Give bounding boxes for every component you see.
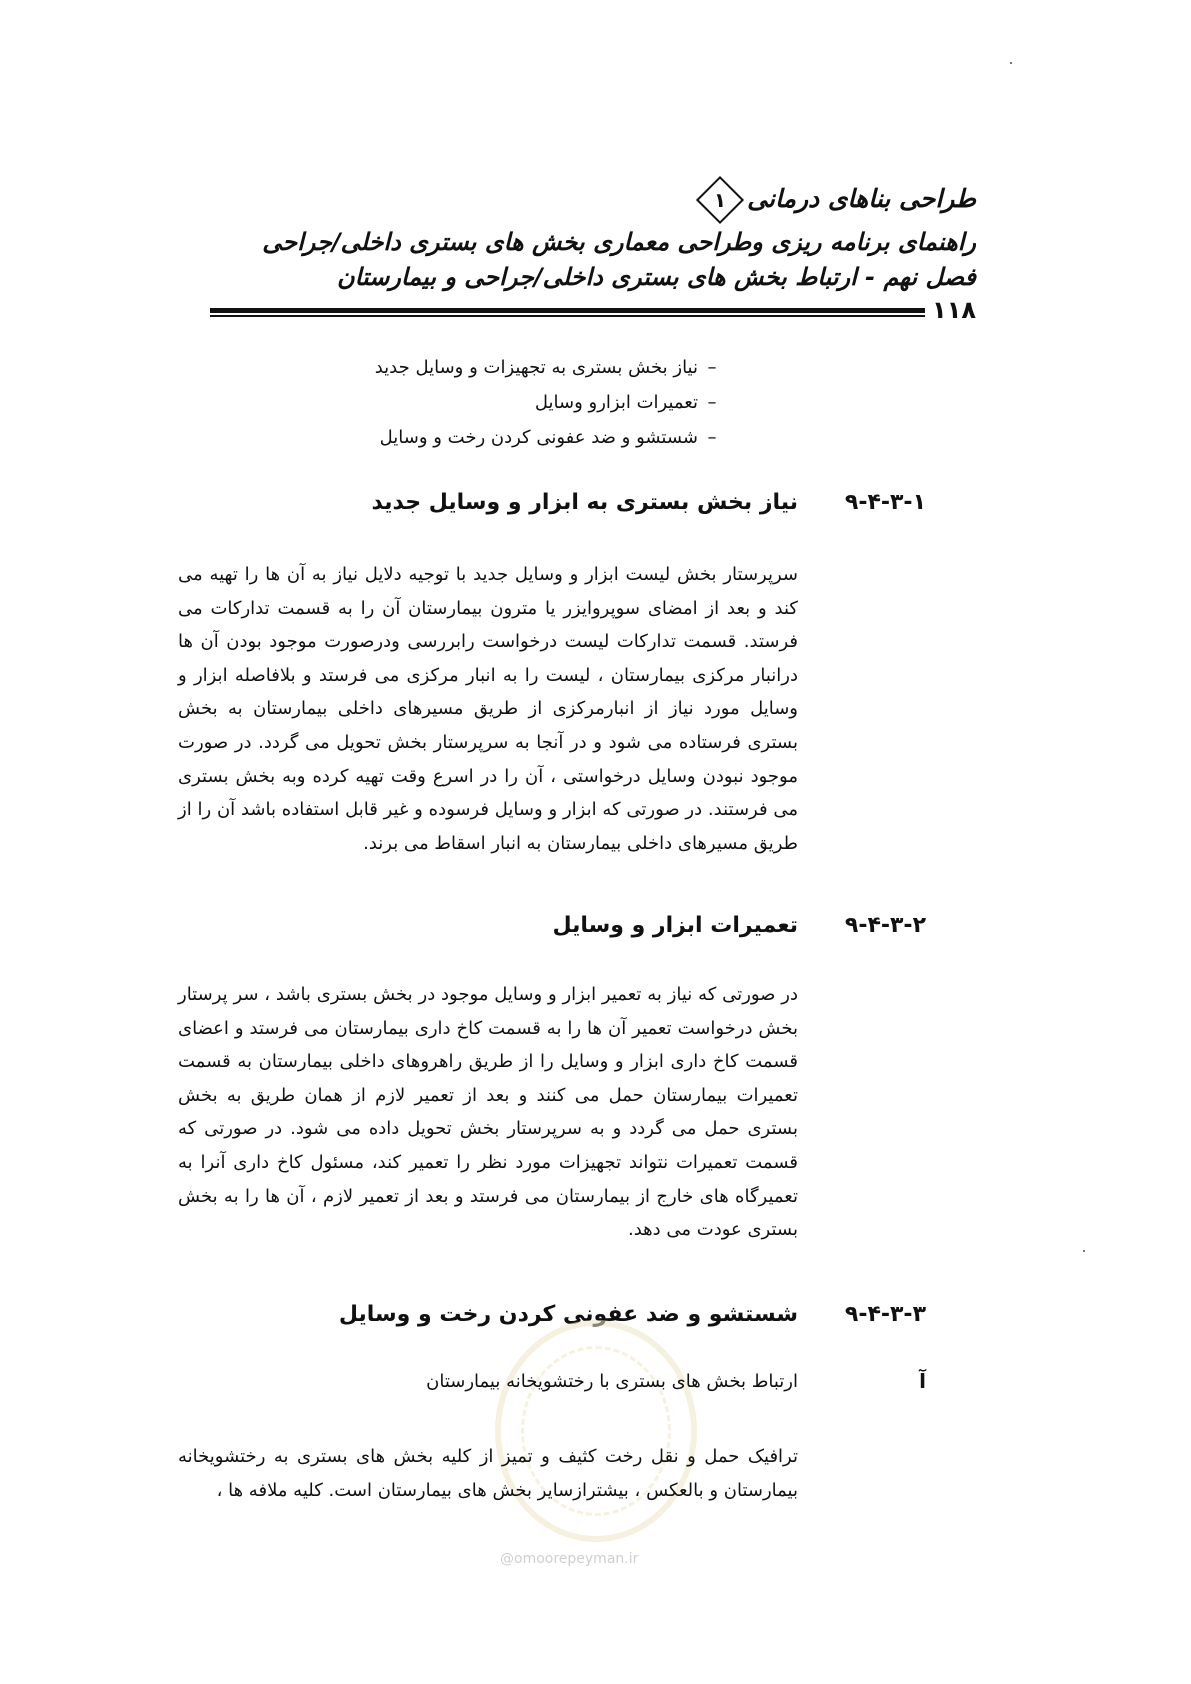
- book-title-line: [206, 183, 976, 217]
- bullet-item: –شستشو و ضد عفونی کردن رخت و وسایل: [206, 420, 726, 455]
- header-rule: [210, 308, 925, 318]
- bullet-dash: –: [707, 392, 717, 413]
- bullet-dash: –: [707, 357, 717, 378]
- subsection-heading: [206, 1369, 926, 1399]
- section-number: ۹-۴-۳-۱: [844, 490, 926, 515]
- book-number-diamond-icon: [696, 176, 744, 224]
- book-title: طراحی بناهای درمانی: [747, 184, 976, 213]
- chapter-title: فصل نهم - ارتباط بخش های بستری داخلی/جراحی و بیمارستان: [337, 263, 976, 291]
- scan-speck: [1083, 1250, 1085, 1252]
- watermark-site: @omoorepeyman.ir: [500, 1551, 639, 1567]
- section-1-paragraph: سرپرستار بخش لیست ابزار و وسایل جدید با توجیه دلایل نیاز به آن ها را تهیه می کند و بعد از امضای سوپروایزر یا مترون بیمارستان آن را به قسمت تدارکات می فرستد. قسمت تدارکات لیست درخواست رابررسی ودرصورت موجود بودن آن ها درانبار مرکزی بیمارستان ، لیست را به انبار مرکزی می فرستد و بلافاصله ابزار و وسایل مورد نیاز از انبارمرکزی از طریق مسیرهای داخلی بیمارستان به بخش بستری فرستاده می شود و در آنجا به سرپرستار بخش تحویل می گردد. در صورت موجود نبودن وسایل درخواستی ، آن را در اسرع وقت تهیه کرده وبه بخش بستری می فرستند. در صورتی که ابزار و وسایل فرسوده و غیر قابل استفاده باشد آن را از طریق مسیرهای داخلی بیمارستان به انبار اسقاط می برند.: [178, 564, 798, 854]
- subsection-title: ارتباط بخش های بستری با رختشویخانه بیمارستان: [426, 1371, 798, 1392]
- bullet-list: [206, 350, 726, 455]
- section-number: ۹-۴-۳-۳: [844, 1302, 926, 1327]
- bullet-dash: –: [707, 427, 717, 448]
- guide-title: راهنمای برنامه ریزی وطراحی معماری بخش های بستری داخلی/جراحی: [262, 228, 976, 256]
- subsection-letter: آ: [919, 1369, 926, 1393]
- section-number: ۹-۴-۳-۲: [844, 913, 926, 938]
- bullet-item: –تعمیرات ابزارو وسایل: [206, 385, 726, 420]
- header-rule-thick: [210, 308, 925, 313]
- book-number: ۱: [714, 188, 727, 212]
- section-2-paragraph: در صورتی که نیاز به تعمیر ابزار و وسایل موجود در بخش بستری باشد ، سر پرستار بخش درخواست تعمیر آن ها را به قسمت کاخ داری بیمارستان می فرستد و اعضای قسمت کاخ داری ابزار و وسایل را از طریق راهروهای داخلی بیمارستان به قسمت تعمیرات بیمارستان حمل می کنند و بعد از تعمیر لازم از همان طریق به بخش بستری حمل می گردد و به سرپرستار بخش تحویل داده می شود. در صورتی که قسمت تعمیرات نتواند تجهیزات مورد نظر را تعمیر کند، مسئول کاخ داری آنرا به تعمیرگاه های خارج از بیمارستان می فرستد و بعد از تعمیر لازم ، آن ها را به بخش بستری عودت می دهد.: [178, 984, 798, 1241]
- header-rule-thin: [210, 315, 925, 317]
- section-heading-2: [206, 913, 926, 947]
- watermark-seal-icon: [495, 1320, 697, 1542]
- section-title: تعمیرات ابزار و وسایل: [552, 913, 798, 938]
- scan-speck: [1010, 62, 1012, 64]
- page-number: ۱۱۸: [932, 296, 976, 324]
- section-heading-1: [206, 490, 926, 524]
- section-title: نیاز بخش بستری به ابزار و وسایل جدید: [371, 490, 798, 515]
- section-title: شستشو و ضد عفونی کردن رخت و وسایل: [338, 1302, 798, 1327]
- bullet-item: –نیاز بخش بستری به تجهیزات و وسایل جدید: [206, 350, 726, 385]
- subsection-paragraph: ترافیک حمل و نقل رخت کثیف و تمیز از کلیه بخش های بستری به رختشویخانه بیمارستان و بالعکس ، بیشترازسایر بخش های بیمارستان است. کلیه ملافه ها ،: [178, 1446, 798, 1501]
